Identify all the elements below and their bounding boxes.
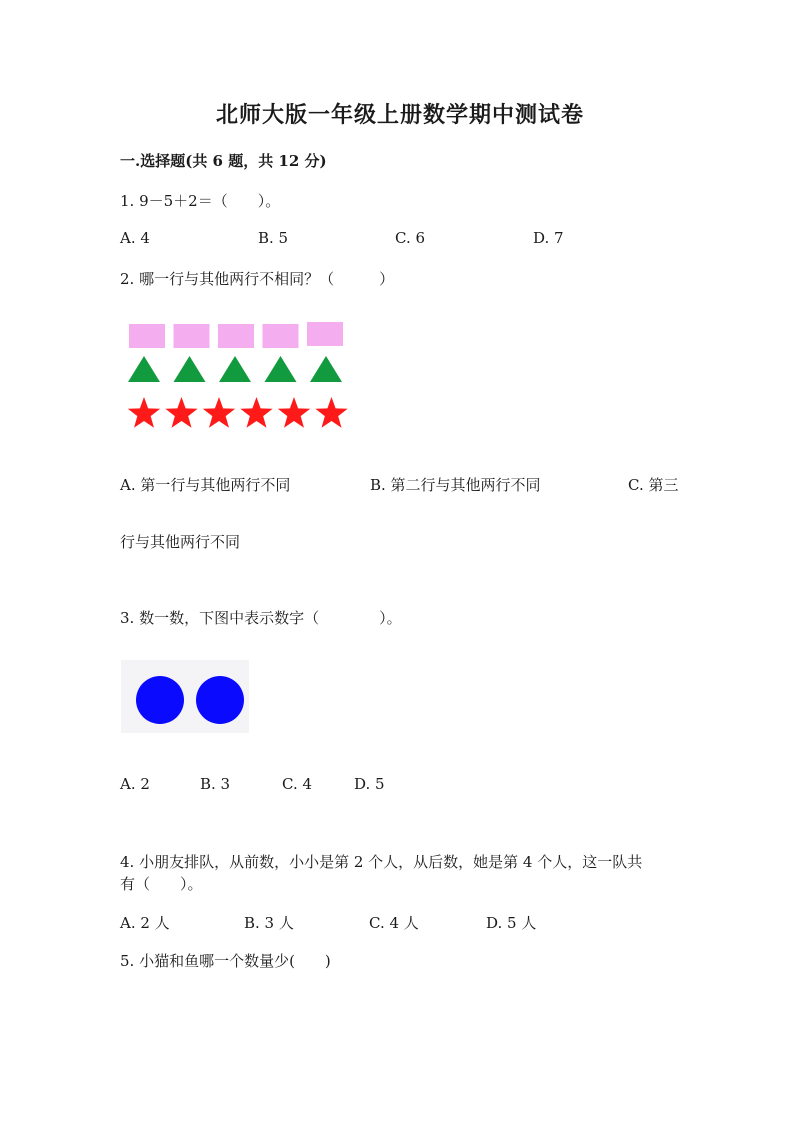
- question-3-option-d: D. 5: [354, 775, 385, 793]
- red-star: [203, 397, 235, 428]
- green-triangle: [128, 356, 160, 382]
- question-1-option-d: D. 7: [533, 229, 564, 247]
- green-triangle: [219, 356, 251, 382]
- red-star: [165, 397, 197, 428]
- pink-rectangle: [129, 324, 165, 348]
- pink-rectangle: [307, 322, 343, 346]
- question-3-option-b: B. 3: [200, 775, 231, 793]
- green-triangle: [174, 356, 206, 382]
- question-3-option-c: C. 4: [282, 775, 313, 793]
- blue-circle: [136, 676, 184, 724]
- question-4-text-line-2: 有（ ）。: [120, 875, 203, 893]
- green-triangle-row: [128, 356, 342, 382]
- question-2-text: 2. 哪一行与其他两行不相同？（ ）: [120, 270, 395, 288]
- question-4-option-b: B. 3 人: [244, 914, 294, 932]
- question-1-option-b: B. 5: [258, 229, 289, 247]
- question-2-option-a: A. 第一行与其他两行不同: [120, 476, 291, 494]
- question-3-text: 3. 数一数，下图中表示数字（ ）。: [120, 609, 402, 627]
- page-title: 北师大版一年级上册数学期中测试卷: [215, 102, 584, 128]
- red-star: [128, 397, 160, 428]
- pink-rectangle: [218, 324, 254, 348]
- question-2-option-c: C. 第三: [628, 476, 679, 494]
- question-4-option-a: A. 2 人: [120, 914, 170, 932]
- question-2-shapes-figure: [122, 318, 352, 436]
- section-heading: 一.选择题(共 6 题，共 12 分): [120, 152, 327, 170]
- question-3-circles-figure: [121, 660, 249, 733]
- pink-rectangle: [174, 324, 210, 348]
- green-triangle: [310, 356, 342, 382]
- question-3-option-a: A. 2: [120, 775, 150, 793]
- question-4-option-d: D. 5 人: [486, 914, 537, 932]
- question-1-option-c: C. 6: [395, 229, 426, 247]
- pink-rectangle-row: [129, 322, 343, 348]
- blue-circle: [196, 676, 244, 724]
- red-star-row: [128, 397, 348, 428]
- question-2-option-c-continued: 行与其他两行不同: [120, 533, 241, 551]
- green-triangle: [265, 356, 297, 382]
- pink-rectangle: [263, 324, 299, 348]
- red-star: [315, 397, 347, 428]
- question-4-text-line-1: 4. 小朋友排队，从前数，小小是第 2 个人，从后数，她是第 4 个人，这一队共: [120, 853, 643, 871]
- question-2-option-b: B. 第二行与其他两行不同: [370, 476, 541, 494]
- red-star: [240, 397, 272, 428]
- red-star: [278, 397, 310, 428]
- question-1-text: 1. 9－5＋2＝（ ）。: [120, 192, 281, 210]
- question-5-text: 5. 小猫和鱼哪一个数量少( ): [120, 952, 331, 970]
- question-1-option-a: A. 4: [120, 229, 150, 247]
- question-4-option-c: C. 4 人: [369, 914, 419, 932]
